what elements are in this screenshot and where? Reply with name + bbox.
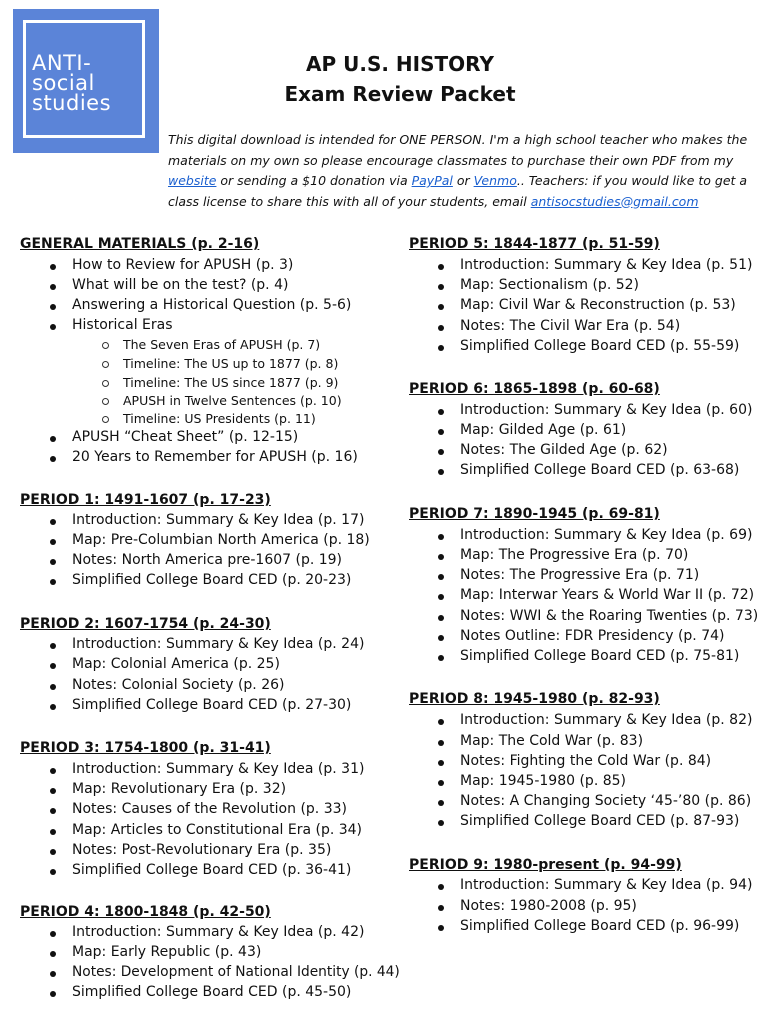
section-heading-period-5: PERIOD 5: 1844-1877 (p. 51-59)	[409, 236, 660, 252]
intro-text: or sending a $10 donation via	[216, 173, 412, 188]
section-heading-period-9: PERIOD 9: 1980-present (p. 94-99)	[409, 857, 682, 873]
logo-line: studies	[32, 91, 112, 115]
intro-text: or	[452, 173, 474, 188]
list-item: Notes: Fighting the Cold War (p. 84)	[460, 753, 712, 769]
list-item: Notes: A Changing Society ‘45-’80 (p. 86)	[460, 793, 752, 809]
section-heading-period-4: PERIOD 4: 1800-1848 (p. 42-50)	[20, 904, 271, 920]
sub-list-item: APUSH in Twelve Sentences (p. 10)	[123, 393, 342, 408]
paypal-link[interactable]: PayPal	[411, 173, 453, 188]
list-item: Introduction: Summary & Key Idea (p. 24)	[72, 636, 365, 652]
list-item: Map: Colonial America (p. 25)	[72, 656, 280, 672]
list-item: Simplified College Board CED (p. 75-81)	[460, 648, 740, 664]
section-heading-general: GENERAL MATERIALS (p. 2-16)	[20, 236, 260, 252]
venmo-link[interactable]: Venmo	[473, 173, 517, 188]
list-item: Simplified College Board CED (p. 36-41)	[72, 862, 352, 878]
logo-frame	[23, 20, 145, 138]
list-item: Notes: North America pre-1607 (p. 19)	[72, 552, 343, 568]
page-subtitle: Exam Review Packet	[284, 82, 516, 106]
list-item: Simplified College Board CED (p. 55-59)	[460, 338, 740, 354]
section-heading-period-2: PERIOD 2: 1607-1754 (p. 24-30)	[20, 616, 271, 632]
list-item: Historical Eras	[72, 317, 173, 333]
list-item: Map: Interwar Years & World War II (p. 72)	[460, 587, 755, 603]
section-heading-period-3: PERIOD 3: 1754-1800 (p. 31-41)	[20, 740, 271, 756]
intro-text: .. Teachers: if you would like to get a class license to share this with all of your students, email	[168, 173, 748, 209]
sub-list-item: Timeline: The US up to 1877 (p. 8)	[123, 356, 339, 371]
logo-text	[32, 53, 111, 113]
sub-list-item: Timeline: The US since 1877 (p. 9)	[123, 375, 339, 390]
list-item: Notes: Colonial Society (p. 26)	[72, 677, 285, 693]
list-item: Introduction: Summary & Key Idea (p. 51)	[460, 257, 753, 273]
list-item: Map: Pre-Columbian North America (p. 18)	[72, 532, 370, 548]
section-heading-period-1: PERIOD 1: 1491-1607 (p. 17-23)	[20, 492, 271, 508]
list-item: Notes Outline: FDR Presidency (p. 74)	[460, 628, 725, 644]
intro-text: This digital download is intended for ONE PERSON. I'm a high school teacher who makes the materials on my own so please encourage classmates to purchase their own PDF from my	[168, 132, 748, 168]
list-item: Simplified College Board CED (p. 20-23)	[72, 572, 352, 588]
list-item: Notes: The Progressive Era (p. 71)	[460, 567, 700, 583]
list-item: Map: Articles to Constitutional Era (p. 34)	[72, 822, 363, 838]
list-item: Simplified College Board CED (p. 63-68)	[460, 462, 740, 478]
list-item: Simplified College Board CED (p. 45-50)	[72, 984, 352, 1000]
list-item: Notes: The Civil War Era (p. 54)	[460, 318, 681, 334]
logo-line: ANTI-	[32, 51, 92, 75]
list-item: Map: Gilded Age (p. 61)	[460, 422, 627, 438]
list-item: Map: Sectionalism (p. 52)	[460, 277, 639, 293]
list-item: Introduction: Summary & Key Idea (p. 17)	[72, 512, 365, 528]
section-heading-period-6: PERIOD 6: 1865-1898 (p. 60-68)	[409, 381, 660, 397]
intro-paragraph	[168, 130, 772, 212]
list-item: Introduction: Summary & Key Idea (p. 60)	[460, 402, 753, 418]
list-item: Notes: The Gilded Age (p. 62)	[460, 442, 668, 458]
list-item: Notes: Causes of the Revolution (p. 33)	[72, 801, 347, 817]
section-heading-period-7: PERIOD 7: 1890-1945 (p. 69-81)	[409, 506, 660, 522]
list-item: Map: The Cold War (p. 83)	[460, 733, 644, 749]
list-item: Introduction: Summary & Key Idea (p. 42)	[72, 924, 365, 940]
list-item: Map: The Progressive Era (p. 70)	[460, 547, 689, 563]
list-item: 20 Years to Remember for APUSH (p. 16)	[72, 449, 358, 465]
list-item: Introduction: Summary & Key Idea (p. 94)	[460, 877, 753, 893]
sub-list-item: Timeline: US Presidents (p. 11)	[123, 411, 316, 426]
list-item: Simplified College Board CED (p. 96-99)	[460, 918, 740, 934]
list-item: Introduction: Summary & Key Idea (p. 82)	[460, 712, 753, 728]
section-heading-period-8: PERIOD 8: 1945-1980 (p. 82-93)	[409, 691, 660, 707]
list-item: Simplified College Board CED (p. 87-93)	[460, 813, 740, 829]
list-item: Map: Civil War & Reconstruction (p. 53)	[460, 297, 736, 313]
list-item: Notes: Development of National Identity (p. 44)	[72, 964, 400, 980]
list-item: Map: Revolutionary Era (p. 32)	[72, 781, 287, 797]
list-item: What will be on the test? (p. 4)	[72, 277, 289, 293]
page-title: AP U.S. HISTORY	[306, 52, 494, 76]
list-item: Map: Early Republic (p. 43)	[72, 944, 262, 960]
list-item: How to Review for APUSH (p. 3)	[72, 257, 294, 273]
website-link[interactable]: website	[168, 173, 217, 188]
list-item: Notes: WWI & the Roaring Twenties (p. 73)	[460, 608, 759, 624]
list-item: Answering a Historical Question (p. 5-6)	[72, 297, 352, 313]
logo-line: social	[32, 71, 95, 95]
list-item: Introduction: Summary & Key Idea (p. 69)	[460, 527, 753, 543]
list-item: Notes: Post-Revolutionary Era (p. 35)	[72, 842, 332, 858]
list-item: Introduction: Summary & Key Idea (p. 31)	[72, 761, 365, 777]
sub-list-item: The Seven Eras of APUSH (p. 7)	[123, 337, 321, 352]
list-item: Simplified College Board CED (p. 27-30)	[72, 697, 352, 713]
anti-social-studies-logo	[13, 9, 159, 153]
list-item: APUSH “Cheat Sheet” (p. 12-15)	[72, 429, 299, 445]
email-link[interactable]: antisocstudies@gmail.com	[530, 193, 699, 209]
list-item: Map: 1945-1980 (p. 85)	[460, 773, 626, 789]
list-item: Notes: 1980-2008 (p. 95)	[460, 898, 637, 914]
